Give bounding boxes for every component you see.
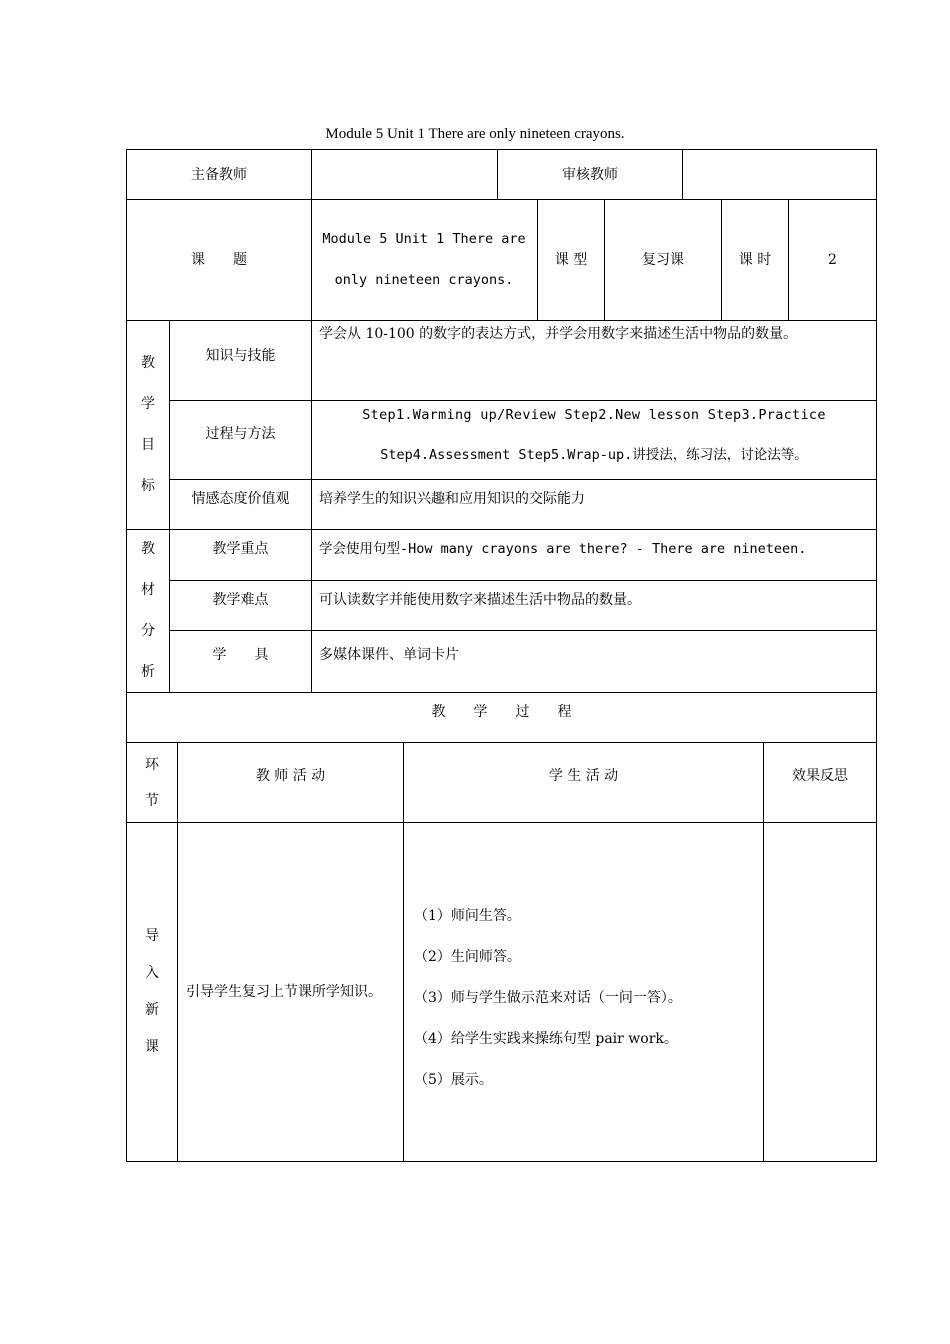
difficult-point-value: 可认读数字并能使用数字来描述生活中物品的数量。 — [319, 591, 641, 608]
stage-header-char: 环 — [145, 756, 159, 773]
stage-char: 课 — [145, 1039, 159, 1055]
main-teacher-label: 主备教师 — [191, 166, 247, 183]
student-activity-item: （4）给学生实践来操练句型 pair work。 — [414, 1031, 678, 1047]
student-activity-item: （2）生问师答。 — [414, 949, 521, 965]
goals-char: 学 — [141, 396, 155, 412]
reviewer-value — [683, 150, 876, 199]
knowledge-skills-value: 学会从 10-100 的数字的表达方式，并学会用数字来描述生活中物品的数量。 — [319, 326, 798, 342]
document-title: Module 5 Unit 1 There are only nineteen crayons. — [325, 126, 625, 142]
student-activity-header: 学 生 活 动 — [548, 768, 619, 784]
lesson-hours-value: 2 — [828, 252, 837, 268]
lesson-type-label: 课 型 — [554, 252, 588, 268]
stage-header-char: 节 — [145, 792, 159, 809]
goals-char: 目 — [141, 437, 155, 453]
analysis-char: 教 — [141, 541, 155, 557]
student-activity-item: （3）师与学生做示范来对话（一问一答）。 — [414, 990, 682, 1006]
stage-char: 导 — [145, 928, 159, 944]
emotion-values-value: 培养学生的知识兴趣和应用知识的交际能力 — [319, 491, 585, 507]
main-teacher-value — [312, 150, 497, 199]
goals-char: 教 — [141, 355, 155, 371]
learning-tools-label: 学 具 — [212, 647, 269, 663]
process-method-value — [312, 401, 876, 479]
lesson-hours-label: 课 时 — [738, 252, 772, 268]
knowledge-skills-label: 知识与技能 — [205, 347, 276, 364]
student-activity-cell — [414, 823, 759, 1291]
goals-char: 标 — [141, 478, 155, 494]
student-activity-item: （1）师问生答。 — [414, 908, 521, 924]
lesson-type-value: 复习课 — [642, 252, 684, 268]
stage-intro-cell — [127, 823, 177, 1161]
learning-tools-value: 多媒体课件、单词卡片 — [319, 647, 459, 663]
stage-char: 新 — [145, 1002, 159, 1018]
analysis-char: 分 — [141, 623, 155, 639]
key-point-label: 教学重点 — [212, 541, 269, 557]
key-point-value: 学会使用句型-How many crayons are there? - There are nineteen. — [319, 541, 807, 557]
emotion-values-label: 情感态度价值观 — [191, 491, 290, 507]
teaching-process-header: 教 学 过 程 — [431, 704, 572, 720]
difficult-point-label: 教学难点 — [212, 591, 269, 608]
reflection-header: 效果反思 — [792, 768, 848, 784]
teacher-activity-header: 教 师 活 动 — [255, 768, 326, 784]
process-method-line: Step1.Warming up/Review Step2.New lesson Step3.Practice — [362, 407, 826, 423]
teacher-activity-cell: 引导学生复习上节课所学知识。 — [186, 984, 382, 1000]
student-activity-item: （5）展示。 — [414, 1072, 493, 1088]
topic-label: 课 题 — [191, 252, 247, 268]
process-method-line: Step4.Assessment Step5.Wrap-up.讲授法，练习法，讨论法等。 — [380, 447, 808, 463]
analysis-char: 析 — [141, 664, 155, 680]
stage-char: 入 — [145, 965, 159, 981]
stage-column-header — [127, 743, 177, 822]
material-analysis-label — [127, 530, 169, 692]
teaching-goals-label — [127, 321, 169, 529]
process-method-label: 过程与方法 — [205, 426, 276, 442]
reviewer-label: 审核教师 — [562, 166, 618, 183]
analysis-char: 材 — [141, 582, 155, 598]
topic-value: Module 5 Unit 1 There are only nineteen crayons. — [322, 231, 526, 288]
reflection-cell — [764, 823, 876, 1161]
